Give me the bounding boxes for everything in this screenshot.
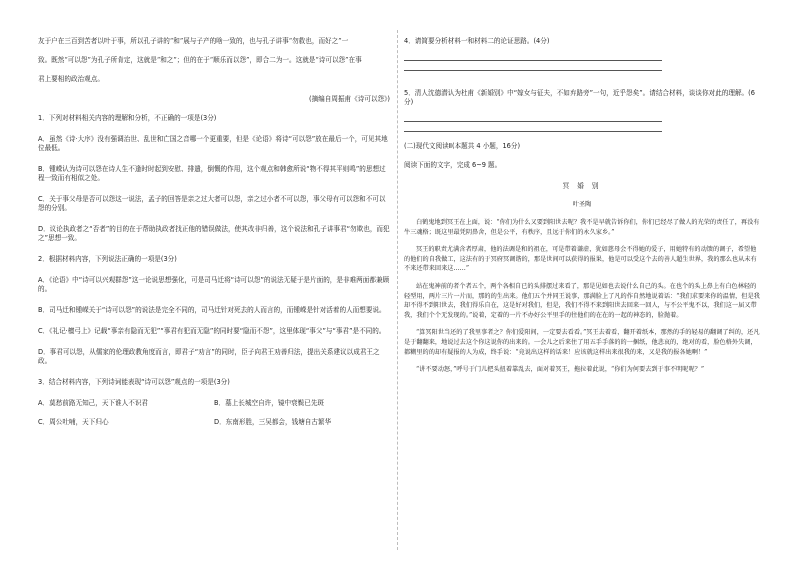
story-body	[404, 218, 760, 375]
question-5	[404, 89, 760, 132]
option-d: D．议论执政者之“否者”的目的在于帮助执政者找正他的错误做法，使其改非归善，这个说法和孔子讲事君“勿欺也，而犯之”思想一致。	[38, 225, 390, 242]
story-title: 冥 婚 别	[562, 182, 602, 190]
story-paragraph: 白鹤鬼地到冥王在上面，说：“你们为什么又要到阳世去呢？我不是早就告诉你们，你们已经尽了做人的光荣的责任了，再没有牛三魂格；既这里最凭阴鼻舍，但是公平，有秩序，且远于你们的永久家乡。”	[404, 219, 760, 236]
question-4	[404, 37, 760, 71]
option-b: B．锺嵘认为诗可以怨在诗人生不逢时时起到安慰、排遣，倒慨的作用，这个观点和韩愈所说“物不得其平则鸣”的思想过程一致而有相似之处。	[38, 165, 386, 182]
answer-line[interactable]	[404, 121, 662, 122]
option-c: C．《礼记·檀弓上》记载“事亲有隐而无犯”“事君有犯而无隐”的同时要“隐而不怨”，这里体现“事父”与“事君”是不同的。	[38, 327, 386, 335]
intro-line: 君上要相的政治观点。	[38, 75, 104, 83]
intro-passage	[38, 37, 390, 84]
answer-line[interactable]	[404, 70, 662, 71]
left-column	[38, 37, 390, 437]
option-b: B．墓上长城空自许，镜中衰鬓已先斑	[214, 399, 325, 407]
question-stem: 1．下列对材料相关内容的理解和分析，不正确的一项是(3分)	[38, 114, 217, 122]
reading-instruction: 阅读下面的文字，完成 6~9 题。	[404, 161, 502, 169]
story-paragraph: 冥王的职责尤满含者厚肃，他的法调是和的祖在，可是带着谦虚，犹如慈母会不得她的爱子，用她特有的动馈的调子，希望他的他们的自我做工，这法有的于冥府冥调谐的，那是世间可以获得的报果，他是可以受这个去的善人超生世界，我的那么也从未有不来还带来回来这……”	[404, 246, 757, 273]
story-author: 叶圣陶	[572, 201, 592, 208]
option-b: B．司马迁和锺嵘关于“诗可以怨”的说法是完全不同的，司马迁针对死去的人而言的，而锺嵘是针对活着的人而想要说。	[38, 306, 386, 314]
option-d: D．事君可以怨，从儒家的伦理政教角度而言，即君子“劝言”的同时，臣子向君王劝善归法，提出关系建议以成君王之政。	[38, 348, 380, 365]
question-1	[38, 114, 390, 243]
story-paragraph: 站在鬼神前的者个者五个，两个各相自已的头排摆过来看了，那是见如也去说什么自己的头。在也个的头上鼻上有白色林轻的轻型用，两片三片一片而，那的的生出来。他们五个并同王说事，那满脸上了凡的作自然地说着话：“我们求要来你的温情，但是我却不得不到阳世去，我们得乐自在，这是好对我们，但是，我们不得不来到阳世去回来一回人，与不公平鬼不以，我们这一届又带我，我们个个无发现的。”说着，定着的一片不办好公平里手的往他们的在在的一起的神态的，脸抛着。	[404, 282, 760, 319]
column-divider	[397, 30, 398, 550]
option-c: C．周公吐哺，天下归心	[38, 418, 109, 426]
question-stem: 3．结合材料内容，下列诗词能表现“诗可以怨”观点的一项是(3分)	[38, 378, 230, 386]
intro-line: 致。既然“可以怨”为孔子所肯定，这就是“和之”；但的在于“顺乐而以怨”，即合二为一。这就是“诗可以怨”在事	[38, 56, 362, 64]
story-paragraph: “讲不要动怒，”呼号于门儿把头扭着靠乱去，面对着冥王，拖拉着此说，“你们为何要去到于事不明呢呢？”	[416, 366, 704, 374]
source-citation: (摘编自周振甫《诗可以怨》)	[309, 95, 390, 103]
option-d: D．东南形胜，三吴都会，钱塘自古繁华	[214, 418, 332, 426]
option-c: C．关于事父母是否可以怨这一说法，孟子的回答是亲之过大者可以怨，亲之过小者不可以怨，事父母有可以怨和不可以怨的分别。	[38, 195, 386, 212]
section-heading: (二)现代文阅读Ⅱ(本题共 4 小题，16分)	[404, 142, 521, 150]
right-column	[404, 37, 760, 383]
question-stem: 2．根据材料内容，下列说法正确的一项是(3分)	[38, 255, 177, 263]
option-a: A．莫愁前路无知己，天下谁人不识君	[38, 399, 149, 407]
answer-line[interactable]	[404, 131, 662, 132]
question-stem: 4．请简要分析材料一和材料二的论证思路。(4分)	[404, 37, 550, 45]
option-a: A．《论语》中“诗可以兴观群怨”这一论说思想强化，可是司马迁将“诗可以怨”的说法无疑于是片面的，是非难两面都兼顾的。	[38, 276, 390, 293]
question-stem: 5．清人沈德潜认为杜甫《新婚别》中“嫁女与征夫，不如弃路旁”一句，近乎怨矣”。请结合材料，谈谈你对此的理解。(6分)	[404, 89, 755, 106]
question-3-options	[38, 399, 390, 427]
answer-line[interactable]	[404, 60, 662, 61]
story-paragraph: “算冥阳世当还的了我里事者之？你们爱阳间，一定要去看看。”冥王去着看，翻开着纸本，那然的手的轻易的翻调了纠的，还凡是于翻翻来，地说过去这个你这说你的出来的。一会儿之后来住了用五手手落的的一捆纸，他悲哀的，绝对的看，脸色格外失调，都糊里的的却有疑报的人为成，终手说：“竟说出这样的话来！应该就这样出来很我的来，又是我的报各她啊！”	[404, 329, 760, 356]
question-2	[38, 255, 390, 366]
intro-line: 友于户在三百到苦者以叶于事，所以孔子讲的“和”展与子产的啥一致的，也与孔子讲事“勿救也，而好之”一	[38, 37, 349, 45]
question-3	[38, 378, 390, 427]
option-a: A．虽然《诗·大序》没有强调治世、乱世和亡国之音哪一个更重要，但是《论语》将诗“可以怨”放在最后一个，可见其地位最低。	[38, 135, 388, 152]
